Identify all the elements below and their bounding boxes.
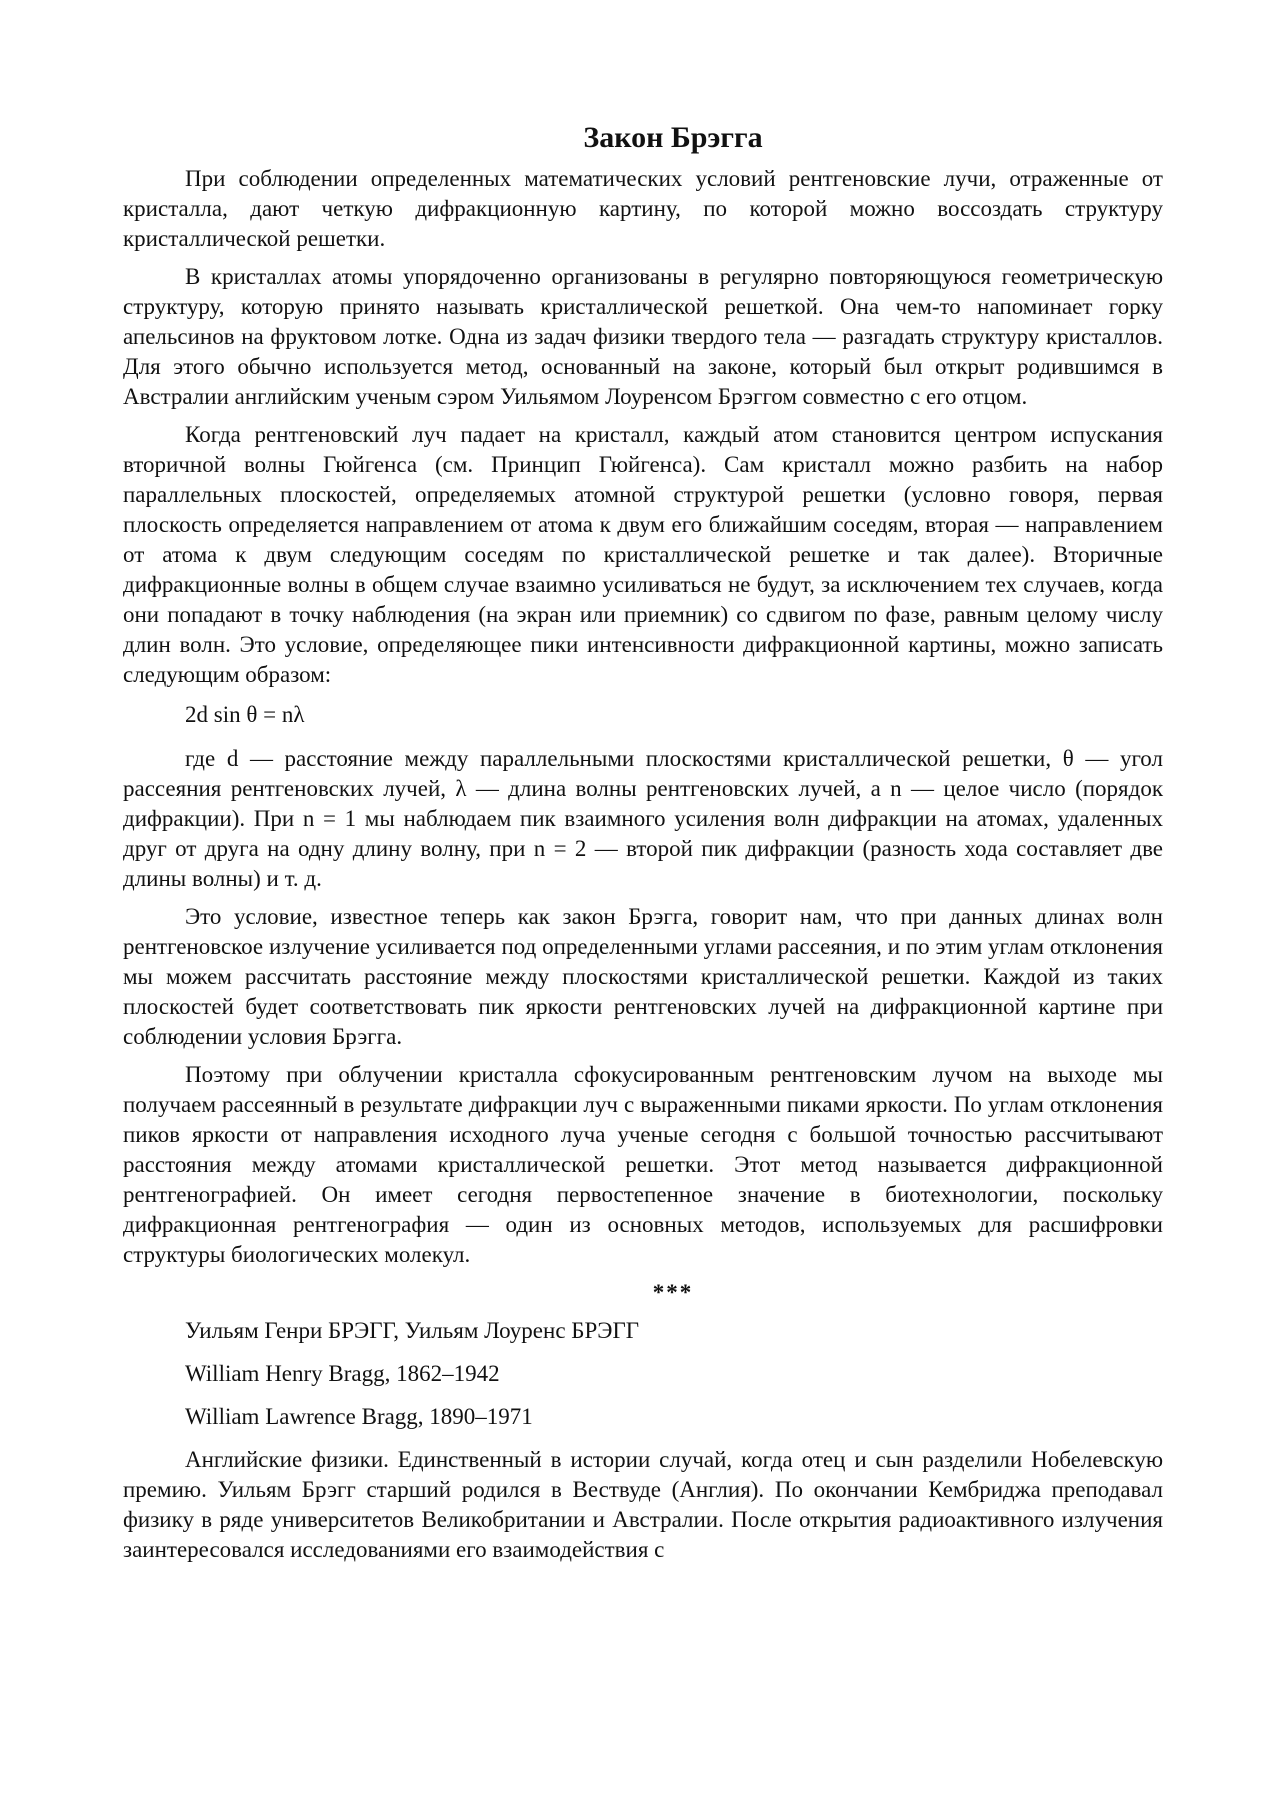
document-page	[123, 118, 1163, 1573]
bio-names-ru: Уильям Генри БРЭГГ, Уильям Лоуренс БРЭГГ	[185, 1318, 640, 1343]
paragraph-definitions: где d — расстояние между параллельными плоскостями кристаллической решетки, θ — угол рассеяния рентгеновских лучей, λ — длина волны рентгеновских лучей, а n — целое число (порядок дифракции). При n = 1 мы наблюдаем пик взаимного усиления волн дифракции на атомах, удаленных друг от друга на одну длину волну, при n = 2 — второй пик дифракции (разность хода составляет две длины волны) и т. д.	[123, 746, 1163, 891]
paragraph-rentgenography: Поэтому при облучении кристалла сфокусированным рентгеновским лучом на выходе мы получаем рассеянный в результате дифракции луч с выраженными пиками яркости. По углам отклонения пиков яркости от направления исходного луча ученые сегодня с большой точностью рассчитывают расстояния между атомами кристаллической решетки. Этот метод называется дифракционной рентгенографией. Он имеет сегодня первостепенное значение в биотехнологии, поскольку дифракционная рентгенография — один из основных методов, используемых для расшифровки структуры биологических молекул.	[123, 1062, 1163, 1267]
bragg-formula: 2d sin θ = nλ	[185, 702, 305, 727]
paragraph-crystals: В кристаллах атомы упорядоченно организованы в регулярно повторяющуюся геометрическую структуру, которую принято называть кристаллической решеткой. Она чем-то напоминает горку апельсинов на фруктовом лотке. Одна из задач физики твердого тела — разгадать структуру кристаллов. Для этого обычно используется метод, основанный на законе, который был открыт родившимся в Австралии английским ученым сэром Уильямом Лоуренсом Брэггом совместно с его отцом.	[123, 264, 1163, 409]
page-title: Закон Брэгга	[583, 121, 763, 154]
paragraph-bragg-law: Это условие, известное теперь как закон Брэгга, говорит нам, что при данных длинах волн рентгеновское излучение усиливается под определенными углами рассеяния, и по этим углам отклонения мы можем рассчитать расстояние между плоскостями кристаллической решетки. Каждой из таких плоскостей будет соответствовать пик яркости рентгеновских лучей на дифракционной картине при соблюдении условия Брэгга.	[123, 904, 1163, 1049]
paragraph-intro: При соблюдении определенных математических условий рентгеновские лучи, отраженные от кристалла, дают четкую дифракционную картину, по которой можно воссоздать структуру кристаллической решетки.	[123, 166, 1163, 251]
section-separator: ***	[652, 1280, 694, 1305]
bio-name-en-son: William Lawrence Bragg, 1890–1971	[185, 1404, 533, 1429]
paragraph-diffraction: Когда рентгеновский луч падает на кристалл, каждый атом становится центром испускания вторичной волны Гюйгенса (см. Принцип Гюйгенса). Сам кристалл можно разбить на набор параллельных плоскостей, определяемых атомной структурой решетки (условно говоря, первая плоскость определяется направлением от атома к двум его ближайшим соседям, вторая — направлением от атома к двум следующим соседям по кристаллической решетке и так далее). Вторичные дифракционные волны в общем случае взаимно усиливаться не будут, за исключением тех случаев, когда они попадают в точку наблюдения (на экран или приемник) со сдвигом по фазе, равным целому числу длин волн. Это условие, определяющее пики интенсивности дифракционной картины, можно записать следующим образом:	[123, 422, 1163, 687]
paragraph-biography: Английские физики. Единственный в истории случай, когда отец и сын разделили Нобелевскую премию. Уильям Брэгг старший родился в Вествуде (Англия). По окончании Кембриджа преподавал физику в ряде университетов Великобритании и Австралии. После открытия радиоактивного излучения заинтересовался исследованиями его взаимодействия с	[123, 1447, 1163, 1562]
bio-name-en-father: William Henry Bragg, 1862–1942	[185, 1361, 500, 1386]
